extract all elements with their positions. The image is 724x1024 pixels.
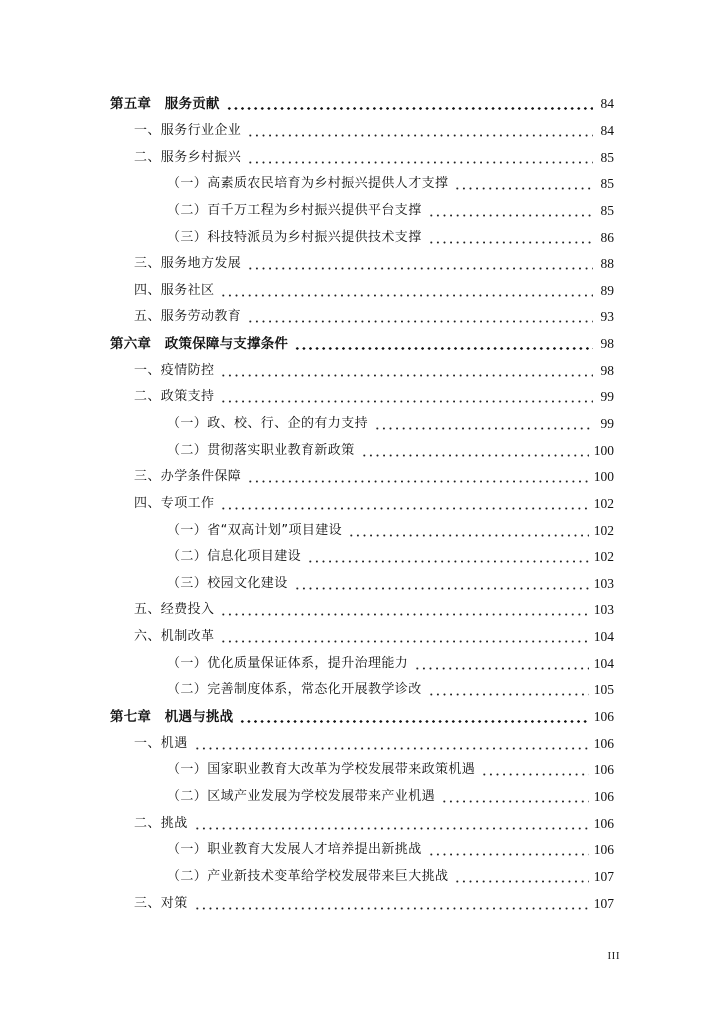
toc-dot-leader <box>247 161 593 164</box>
toc-section-entry[interactable] <box>0 304 724 331</box>
toc-section-entry[interactable] <box>0 464 724 491</box>
toc-entry-page-number: 102 <box>593 522 614 538</box>
toc-dot-leader <box>374 427 593 430</box>
toc-entry-page-number: 85 <box>600 176 614 192</box>
toc-chapter-entry[interactable] <box>0 704 724 731</box>
toc-entry-page-number: 98 <box>600 336 614 352</box>
toc-entry-title: 五、服务劳动教育 <box>134 309 242 325</box>
toc-entry-title: （二）完善制度体系，常态化开展教学诊改 <box>167 682 422 698</box>
toc-section-entry[interactable] <box>0 251 724 278</box>
toc-dot-leader <box>220 640 588 643</box>
toc-entry-title: 二、挑战 <box>134 815 188 831</box>
toc-entry-page-number: 106 <box>593 815 614 831</box>
toc-dot-leader <box>226 107 593 110</box>
toc-dot-leader <box>454 880 588 883</box>
page-number: III <box>607 950 620 962</box>
toc-entry-title: 一、机遇 <box>134 735 188 751</box>
toc-entry-page-number: 98 <box>600 362 614 378</box>
toc-entry-title: （三）校园文化建设 <box>167 575 288 591</box>
toc-section-entry[interactable] <box>0 384 724 411</box>
toc-dot-leader <box>361 454 589 457</box>
toc-dot-leader <box>414 667 589 670</box>
toc-dot-leader <box>220 400 593 403</box>
toc-entry-page-number: 102 <box>593 549 614 565</box>
toc-entry-page-number: 89 <box>600 282 614 298</box>
toc-section-entry[interactable] <box>0 597 724 624</box>
toc-entry-page-number: 86 <box>600 229 614 245</box>
toc-dot-leader <box>294 587 589 590</box>
toc-dot-leader <box>428 241 593 244</box>
toc-entry-title: 第五章 服务贡献 <box>110 96 220 113</box>
toc-entry-page-number: 93 <box>600 309 614 325</box>
toc-entry-title: （三）科技特派员为乡村振兴提供技术支撑 <box>167 229 422 245</box>
toc-dot-leader <box>220 613 588 616</box>
toc-entry-page-number: 103 <box>593 575 614 591</box>
toc-entry-title: （一）省“双高计划”项目建设 <box>167 522 343 538</box>
toc-section-entry[interactable] <box>0 730 724 757</box>
toc-entry-title: （一）高素质农民培育为乡村振兴提供人才支撑 <box>167 176 449 192</box>
toc-subsection-entry[interactable] <box>0 757 724 784</box>
toc-entry-title: 三、办学条件保障 <box>134 469 242 485</box>
toc-entry-page-number: 104 <box>593 655 614 671</box>
toc-entry-page-number: 106 <box>593 842 614 858</box>
toc-subsection-entry[interactable] <box>0 224 724 251</box>
toc-dot-leader <box>428 693 589 696</box>
toc-section-entry[interactable] <box>0 890 724 917</box>
toc-entry-page-number: 100 <box>593 469 614 485</box>
toc-subsection-entry[interactable] <box>0 544 724 571</box>
toc-entry-page-number: 106 <box>593 762 614 778</box>
toc-entry-title: （二）产业新技术变革给学校发展带来巨大挑战 <box>167 868 449 884</box>
toc-subsection-entry[interactable] <box>0 837 724 864</box>
toc-subsection-entry[interactable] <box>0 198 724 225</box>
toc-dot-leader <box>441 800 589 803</box>
toc-dot-leader <box>247 134 593 137</box>
toc-subsection-entry[interactable] <box>0 571 724 598</box>
toc-entry-page-number: 105 <box>593 682 614 698</box>
toc-entry-title: （二）贯彻落实职业教育新政策 <box>167 442 355 458</box>
toc-section-entry[interactable] <box>0 357 724 384</box>
toc-entry-page-number: 106 <box>593 788 614 804</box>
toc-dot-leader <box>194 907 589 910</box>
toc-entry-title: 第七章 机遇与挑战 <box>110 709 234 726</box>
toc-dot-leader <box>220 374 593 377</box>
toc-dot-leader <box>428 853 589 856</box>
toc-subsection-entry[interactable] <box>0 864 724 891</box>
toc-entry-title: （二）信息化项目建设 <box>167 549 302 565</box>
toc-entry-title: （二）百千万工程为乡村振兴提供平台支撑 <box>167 202 422 218</box>
toc-subsection-entry[interactable] <box>0 171 724 198</box>
toc-entry-page-number: 85 <box>600 149 614 165</box>
toc-dot-leader <box>247 320 593 323</box>
toc-entry-page-number: 99 <box>600 416 614 431</box>
toc-dot-leader <box>220 507 588 510</box>
toc-entry-title: （二）区域产业发展为学校发展带来产业机遇 <box>167 788 436 804</box>
toc-dot-leader <box>247 480 589 483</box>
toc-entry-title: 一、疫情防控 <box>134 362 215 378</box>
toc-entry-title: （一）优化质量保证体系，提升治理能力 <box>167 655 409 671</box>
toc-entry-page-number: 84 <box>600 96 614 112</box>
toc-dot-leader <box>481 773 589 776</box>
toc-section-entry[interactable] <box>0 144 724 171</box>
toc-entry-page-number: 106 <box>593 709 614 725</box>
toc-subsection-entry[interactable] <box>0 437 724 464</box>
toc-entry-title: 一、服务行业企业 <box>134 122 242 138</box>
toc-entry-page-number: 107 <box>593 868 614 884</box>
toc-chapter-entry[interactable] <box>0 331 724 358</box>
toc-section-entry[interactable] <box>0 810 724 837</box>
toc-subsection-entry[interactable] <box>0 784 724 811</box>
toc-entry-title: （一）政、校、行、企的有力支持 <box>167 416 369 431</box>
toc-section-entry[interactable] <box>0 491 724 518</box>
toc-dot-leader <box>454 187 593 190</box>
toc-section-entry[interactable] <box>0 624 724 651</box>
toc-dot-leader <box>220 294 593 297</box>
toc-dot-leader <box>194 747 589 750</box>
toc-subsection-entry[interactable] <box>0 650 724 677</box>
toc-dot-leader <box>239 720 588 723</box>
toc-entry-page-number: 84 <box>600 122 614 138</box>
toc-entry-page-number: 88 <box>600 256 614 272</box>
toc-entry-title: （一）职业教育大发展人才培养提出新挑战 <box>167 842 422 858</box>
toc-entry-title: （一）国家职业教育大改革为学校发展带来政策机遇 <box>167 762 476 778</box>
toc-entry-page-number: 99 <box>600 389 614 405</box>
toc-dot-leader <box>428 214 593 217</box>
toc-chapter-entry[interactable] <box>0 91 724 118</box>
toc-entry-title: 第六章 政策保障与支撑条件 <box>110 336 289 353</box>
toc-dot-leader <box>307 560 589 563</box>
toc-dot-leader <box>247 267 593 270</box>
toc-entry-page-number: 102 <box>593 495 614 511</box>
toc-section-entry[interactable] <box>0 277 724 304</box>
toc-entry-title: 三、服务地方发展 <box>134 256 242 272</box>
toc-section-entry[interactable] <box>0 118 724 145</box>
toc-entry-page-number: 100 <box>593 442 614 458</box>
toc-subsection-entry[interactable] <box>0 677 724 704</box>
toc-entry-title: 四、服务社区 <box>134 282 215 298</box>
toc-entry-title: 二、服务乡村振兴 <box>134 149 242 165</box>
toc-subsection-entry[interactable] <box>0 517 724 544</box>
toc-entry-title: 四、专项工作 <box>134 495 215 511</box>
toc-entry-title: 二、政策支持 <box>134 389 215 405</box>
toc-entry-page-number: 85 <box>600 202 614 218</box>
toc-subsection-entry[interactable] <box>0 411 724 438</box>
toc-entry-page-number: 103 <box>593 602 614 618</box>
toc-dot-leader <box>348 534 589 537</box>
toc-entry-page-number: 107 <box>593 895 614 911</box>
toc-entry-page-number: 104 <box>593 629 614 645</box>
toc-dot-leader <box>194 827 589 830</box>
toc-entry-title: 五、经费投入 <box>134 602 215 618</box>
toc-entry-page-number: 106 <box>593 735 614 751</box>
table-of-contents <box>0 91 724 917</box>
toc-entry-title: 三、对策 <box>134 895 188 911</box>
toc-dot-leader <box>294 347 593 350</box>
toc-entry-title: 六、机制改革 <box>134 629 215 645</box>
